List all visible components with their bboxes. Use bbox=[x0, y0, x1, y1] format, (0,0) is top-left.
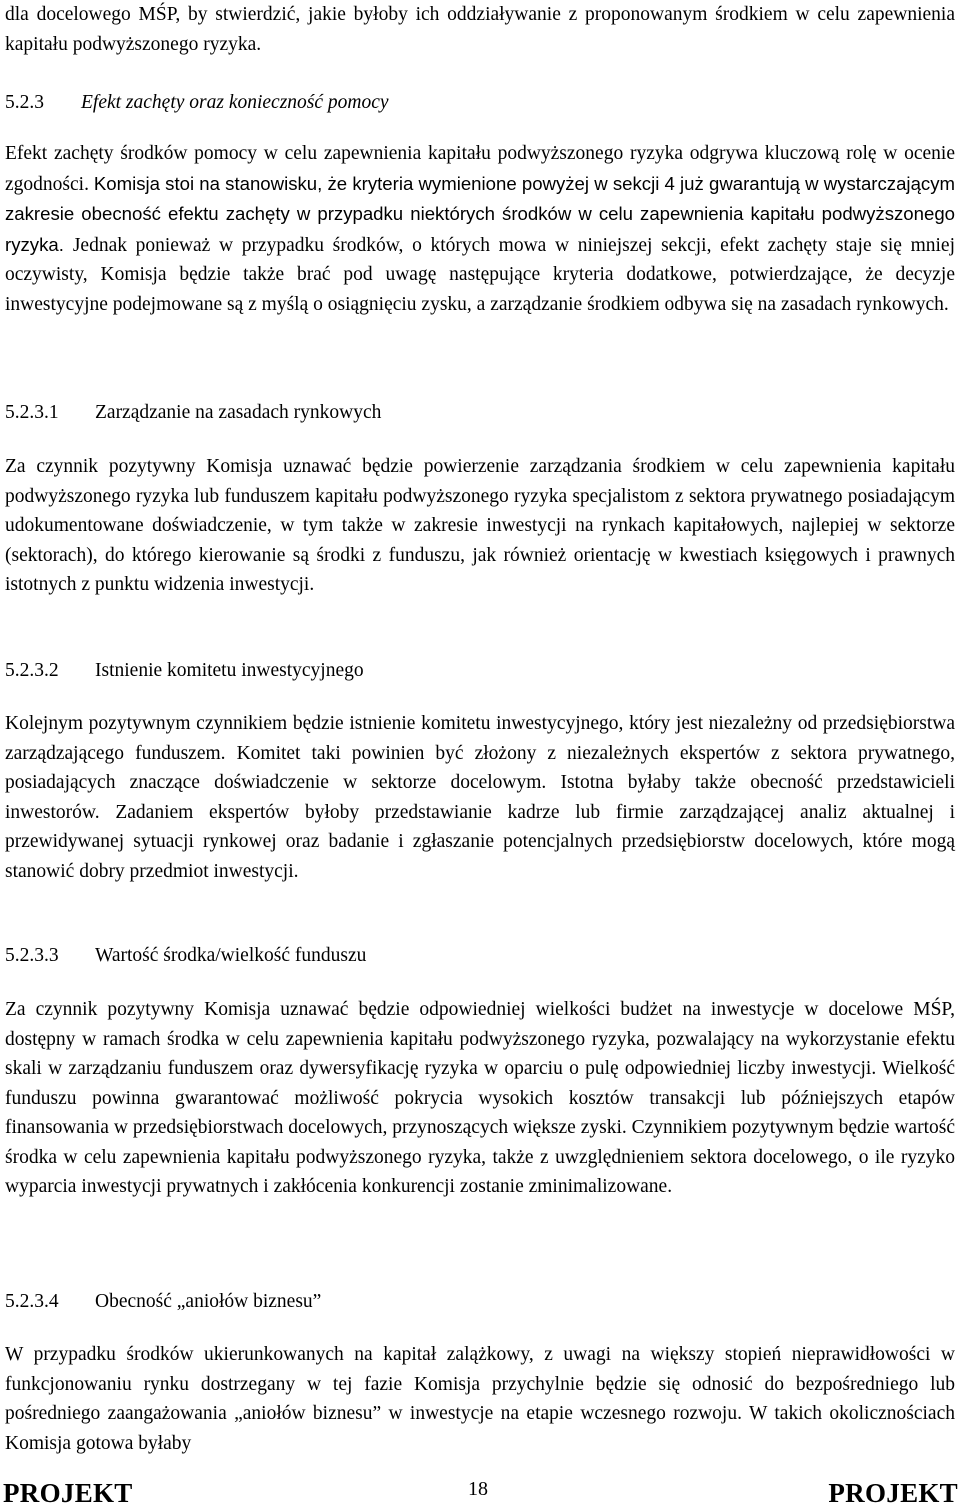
section-number: 5.2.3.4 bbox=[5, 1291, 59, 1312]
footer-projekt-left: PROJEKT bbox=[3, 1478, 133, 1508]
section-title: Istnienie komitetu inwestycyjnego bbox=[95, 660, 364, 681]
heading-5-2-3-4 bbox=[5, 1287, 321, 1317]
page-number: 18 bbox=[468, 1478, 488, 1500]
heading-5-2-3-2 bbox=[5, 656, 364, 686]
heading-5-2-3-1 bbox=[5, 398, 381, 428]
intro-paragraph: dla docelowego MŚP, by stwierdzić, jakie byłoby ich oddziaływanie z proponowanym środkiem w celu zapewnienia kapitału podwyższonego ryzyka. bbox=[5, 4, 955, 55]
page-footer bbox=[0, 1475, 960, 1509]
section-title: Zarządzanie na zasadach rynkowych bbox=[95, 402, 382, 423]
paragraph-5-2-3-2: Kolejnym pozytywnym czynnikiem będzie istnienie komitetu inwestycyjnego, który jest niezależny od przedsiębiorstwa zarządzającego funduszem. Komitet taki powinien być złożony z niezależnych ekspertów z sektora prywatnego, posiadających znaczące doświadczenie w sektorze docelowym. Istotna byłaby także obecność przedstawicieli inwestorów. Zadaniem ekspertów byłoby przedstawianie kadrze lub firmie zarządzającej analiz aktualnej i przewidywanej sytuacji rynkowej oraz badanie i zgłaszanie potencjalnych przedsiębiorstw docelowych, które mogą stanowić dobry przedmiot inwestycji. bbox=[5, 713, 955, 882]
section-title: Efekt zachęty oraz konieczność pomocy bbox=[81, 92, 389, 113]
paragraph-sentence-3: Jednak ponieważ w przypadku środków, o których mowa w niniejszej sekcji, efekt zachęty staje się mniej oczywisty, Komisja będzie także brać pod uwagę następujące kryteria dodatkowe, potwierdzające, że decyzje inwestycyjne podejmowane są z myślą o osiągnięciu zysku, a zarządzanie środkiem odbywa się na zasadach rynkowych. bbox=[5, 234, 955, 315]
paragraph-5-2-3 bbox=[5, 139, 955, 319]
section-number: 5.2.3.1 bbox=[5, 402, 59, 423]
heading-5-2-3 bbox=[5, 88, 389, 118]
paragraph-5-2-3-3: Za czynnik pozytywny Komisja uznawać będzie odpowiedniej wielkości budżet na inwestycje w docelowe MŚP, dostępny w ramach środka w celu zapewnienia kapitału podwyższonego ryzyka, pozwalający na wykorzystanie efektu skali w zarządzaniu funduszem oraz dywersyfikację ryzyka w oparciu o pulę odpowiedniej liczby inwestycji. Wielkość funduszu powinna gwarantować możliwość pokrycia wysokich kosztów transakcji lub późniejszych etapów finansowania w przedsiębiorstwach docelowych, przynoszących większe zyski. Czynnikiem pozytywnym będzie wartość środka w celu zapewnienia kapitału podwyższonego ryzyka, także z uwzględnieniem sektora docelowego, o ile ryzyko wyparcia inwestycji prywatnych i zakłócenia konkurencji zostanie zminimalizowane. bbox=[5, 999, 955, 1197]
section-title: Wartość środka/wielkość funduszu bbox=[95, 945, 367, 966]
section-number: 5.2.3.3 bbox=[5, 945, 59, 966]
heading-5-2-3-3 bbox=[5, 941, 366, 971]
paragraph-5-2-3-4: W przypadku środków ukierunkowanych na kapitał zalążkowy, z uwagi na większy stopień nieprawidłowości w funkcjonowaniu rynku dostrzegany w tej fazie Komisja przychylnie będzie się odnosić do bezpośredniego lub pośredniego zaangażowania „aniołów biznesu” w inwestycje na etapie wczesnego rozwoju. W takich okolicznościach Komisja gotowa byłaby bbox=[5, 1344, 955, 1454]
section-number: 5.2.3.2 bbox=[5, 660, 59, 681]
paragraph-sentence-2: Komisja stoi na stanowisku, że kryteria wymienione powyżej w sekcji 4 już gwarantują w wystarczającym zakresie obecność efektu zachęty w przypadku niektórych środków w celu zapewnienia kapitału podwyższonego ryzyka. bbox=[5, 172, 955, 255]
footer-projekt-right: PROJEKT bbox=[828, 1478, 958, 1508]
paragraph-sentence-1: Efekt zachęty środków pomocy w celu zapewnienia kapitału podwyższonego ryzyka odgrywa kluczową rolę w ocenie zgodności. bbox=[5, 143, 955, 195]
section-number: 5.2.3 bbox=[5, 92, 44, 113]
paragraph-5-2-3-1: Za czynnik pozytywny Komisja uznawać będzie powierzenie zarządzania środkiem w celu zapewnienia kapitału podwyższonego ryzyka lub funduszem kapitału podwyższonego ryzyka specjalistom z sektora prywatnego posiadającym udokumentowane doświadczenie, w tym także w zakresie inwestycji na rynkach kapitałowych, najlepiej w sektorze (sektorach), do którego kierowanie są środki z funduszu, jak również orientację w kwestiach księgowych i prawnych istotnych z punktu widzenia inwestycji. bbox=[5, 456, 955, 595]
section-title: Obecność „aniołów biznesu” bbox=[95, 1291, 322, 1312]
